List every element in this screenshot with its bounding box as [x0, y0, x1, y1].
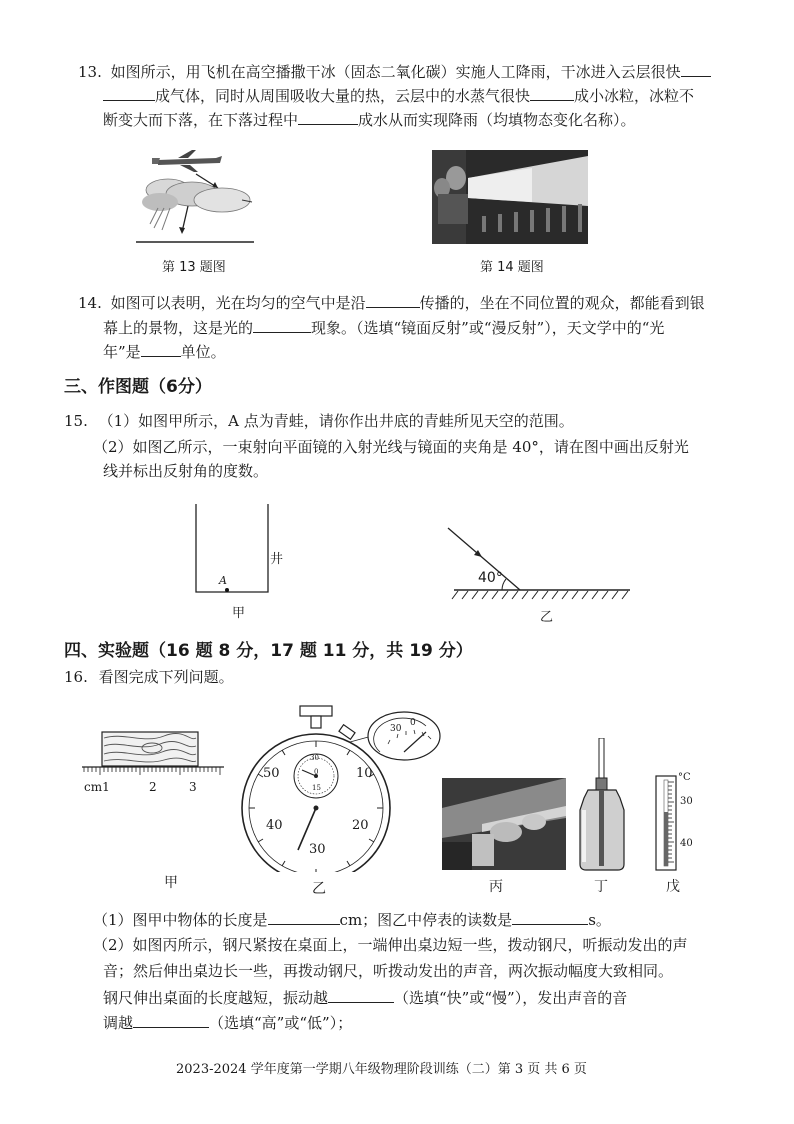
figure-16-thermometer	[652, 772, 702, 874]
section-3-heading: 三、作图题（6分）	[64, 377, 212, 397]
q16-pitch-blank[interactable]	[133, 1011, 209, 1028]
figure-14-cinema-photo	[432, 150, 588, 244]
q15-part2-line2: 线并标出反射角的度数。	[103, 462, 269, 480]
figure-yi-caption: 乙	[540, 610, 554, 625]
thermometer-label-40: 40	[680, 838, 693, 849]
q14-line1: 14. 如图可以表明，光在均匀的空气中是沿 传播的，坐在不同位置的观众，都能看到银	[78, 291, 705, 314]
airplane-icon	[152, 150, 222, 172]
subdial-label-15: 15	[312, 784, 321, 792]
q16-intro: 16. 看图完成下列问题。	[64, 668, 234, 686]
figure-16-ruler	[80, 730, 226, 780]
q14-line2: 幕上的景物，这是光的 现象。（选填“镜面反射”或“漫反射”），天文学中的“光	[103, 316, 664, 339]
wooden-block	[102, 732, 198, 766]
figure-16-steel-ruler-photo	[442, 778, 566, 870]
zoom-label-0: 0	[410, 718, 416, 728]
q13-line1: 13. 如图所示，用飞机在高空播撒干冰（固态二氧化碳）实施人工降雨，干冰进入云层很快	[78, 60, 711, 83]
page-footer: 2023-2024 学年度第一学期八年级物理阶段训练（二）第 3 页 共 6 页	[176, 1062, 587, 1077]
q15-part1: 15. （1）如图甲所示，A 点为青蛙，请你作出井底的青蛙所见天空的范围。	[64, 412, 574, 430]
figure-14-caption: 第 14 题图	[480, 260, 544, 275]
cloud-icon	[142, 179, 250, 212]
ruler-label-cm1: cm1	[84, 780, 110, 794]
caption-wu: 戊	[666, 879, 680, 895]
stopwatch-button	[300, 706, 332, 716]
zoom-label-30: 30	[390, 724, 402, 734]
stopwatch-label-40: 40	[266, 818, 283, 833]
q16-part2-line3: 钢尺伸出桌面的长度越短，振动越 （选填“快”或“慢”），发出声音的音	[103, 986, 627, 1009]
q16-part2-line1: （2）如图丙所示，钢尺紧按在桌面上，一端伸出桌边短一些，拨动钢尺，听振动发出的声	[93, 936, 688, 954]
q16-length-blank[interactable]	[268, 908, 340, 925]
figure-13-caption: 第 13 题图	[162, 260, 226, 275]
figure-16-bottle-tube	[574, 738, 630, 872]
q13-line2: 成气体，同时从周围吸收大量的热，云层中的水蒸气很快 成小冰粒，冰粒不	[103, 84, 694, 107]
figure-16-stopwatch	[240, 702, 450, 872]
figure-jia-caption: 甲	[232, 606, 246, 621]
angle-label: 40°	[478, 570, 503, 586]
caption-jia: 甲	[164, 875, 178, 891]
q13-number: 13.	[78, 63, 102, 81]
figure-15-mirror	[440, 524, 636, 604]
q13-blank-2[interactable]	[530, 84, 574, 101]
q13-blank-1a[interactable]	[681, 60, 711, 77]
stopwatch-label-10: 10	[356, 766, 373, 781]
q13-line3: 断变大而下落，在下落过程中 成水从而实现降雨（均填物态变化名称）。	[103, 108, 636, 131]
figure-13-plane-cloud	[130, 146, 260, 250]
q15-part2-line1: （2）如图乙所示，一束射向平面镜的入射光线与镜面的夹角是 40°，请在图中画出反射光	[93, 438, 689, 456]
point-a-label: A	[219, 574, 227, 587]
q14-blank-3[interactable]	[141, 340, 181, 357]
q14-blank-1[interactable]	[366, 291, 420, 308]
q16-time-blank[interactable]	[512, 908, 588, 925]
caption-bing: 丙	[489, 879, 503, 895]
section-4-heading: 四、实验题（16 题 8 分，17 题 11 分，共 19 分）	[64, 641, 473, 661]
ruler-label-2: 2	[149, 780, 157, 794]
ruler-label-3: 3	[189, 780, 197, 794]
thermometer-unit: °C	[678, 772, 691, 783]
q16-part1: （1）图甲中物体的长度是 cm；图乙中停表的读数是 s。	[93, 908, 611, 931]
stopwatch-label-30: 30	[309, 842, 326, 857]
q14-line3: 年”是 单位。	[103, 340, 226, 363]
q14-blank-2[interactable]	[253, 316, 311, 333]
stopwatch-label-50: 50	[263, 766, 280, 781]
q16-speed-blank[interactable]	[328, 986, 394, 1003]
q13-blank-3[interactable]	[298, 108, 358, 125]
q13-blank-1b[interactable]	[103, 84, 155, 101]
subdial-label-0: 0	[314, 768, 319, 776]
q16-part2-line4: 调越 （选填“高”或“低”）；	[103, 1011, 352, 1034]
q16-part2-line2: 音；然后伸出桌边长一些，再拨动钢尺，听拨动发出的声音，两次振动幅度大致相同。	[103, 962, 674, 980]
well-label: 井	[270, 552, 284, 567]
zoom-callout	[368, 712, 440, 760]
stopwatch-label-20: 20	[352, 818, 369, 833]
thermometer-label-30: 30	[680, 796, 693, 807]
caption-yi: 乙	[312, 881, 326, 897]
caption-ding: 丁	[594, 879, 608, 895]
subdial-label-30: 30	[310, 754, 319, 762]
